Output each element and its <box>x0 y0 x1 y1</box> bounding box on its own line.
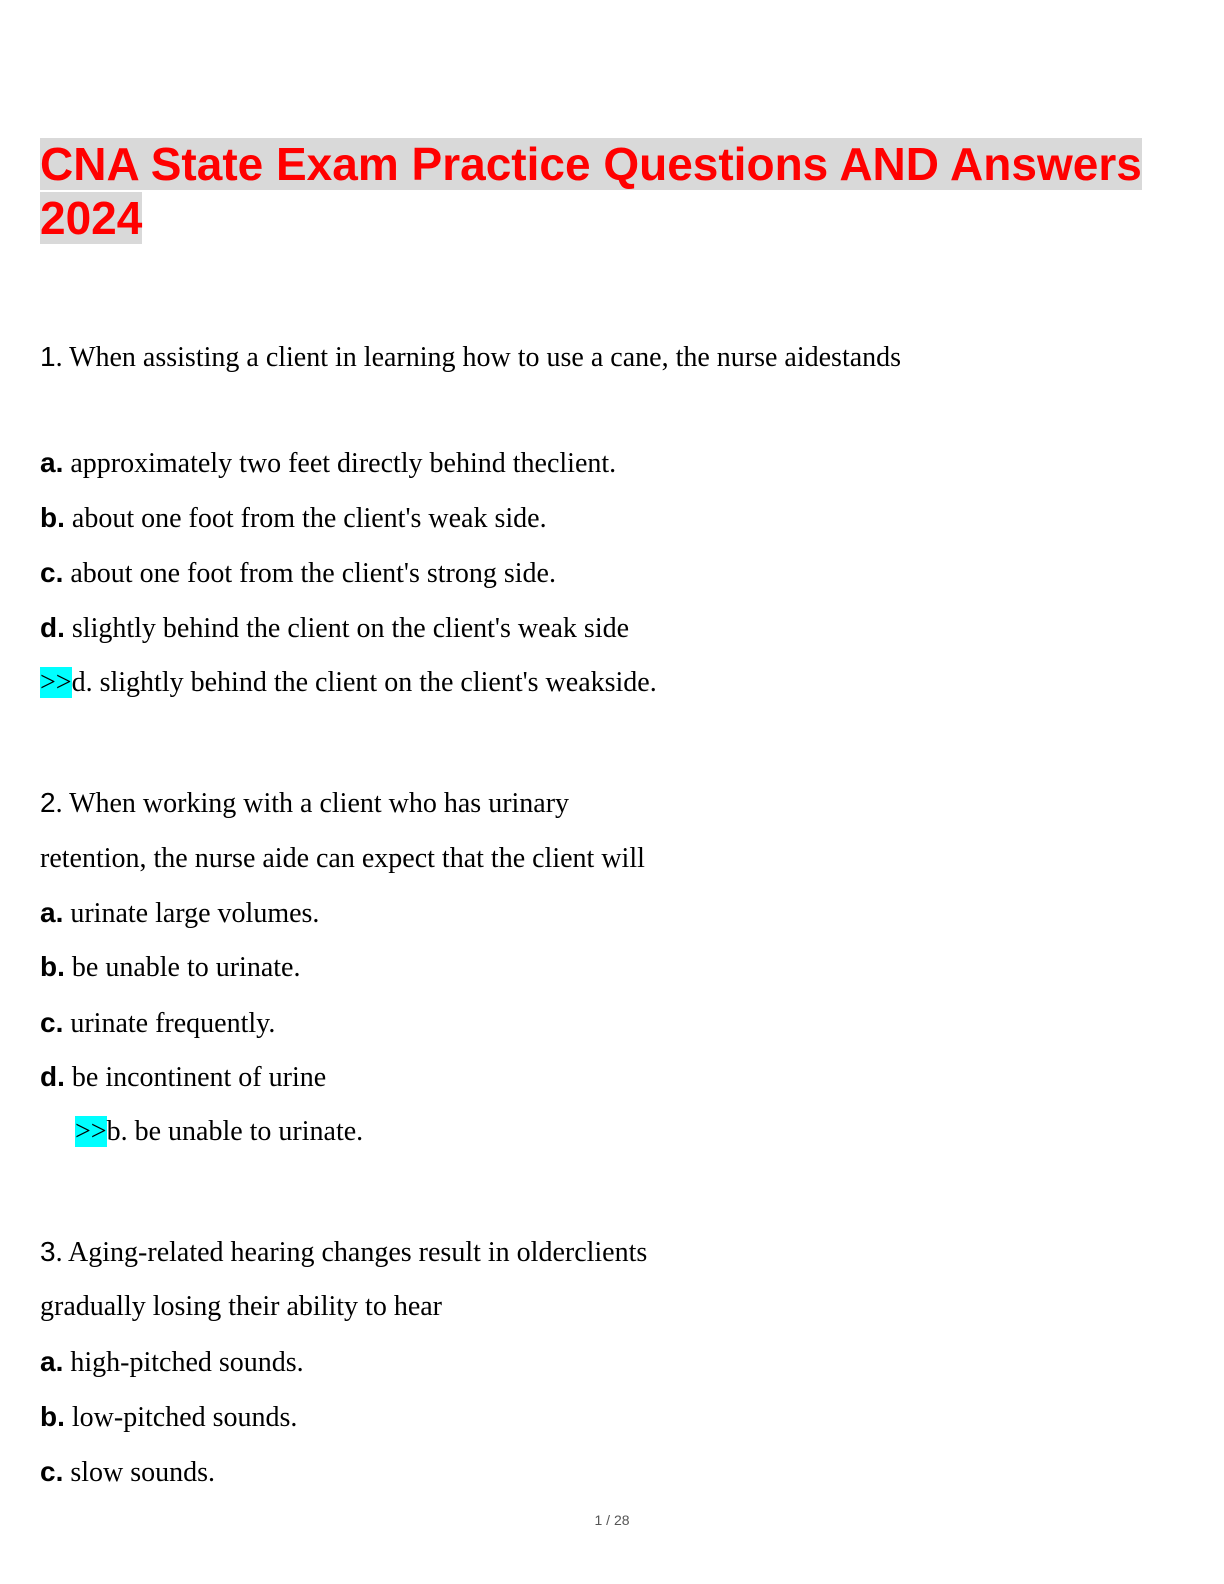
option-letter: b. <box>40 1401 65 1432</box>
question-number: 1 <box>40 341 56 372</box>
option-letter: a. <box>40 897 64 928</box>
question-3-option-a <box>40 1345 304 1380</box>
option-text: low-pitched sounds. <box>71 1402 298 1433</box>
option-text: about one foot from the client's weak side. <box>71 503 547 534</box>
answer-text: d. slightly behind the client on the client's weakside. <box>71 667 657 698</box>
option-letter: d. <box>40 1061 65 1092</box>
option-letter: a. <box>40 447 64 478</box>
title-text: CNA State Exam Practice Questions AND Answers 2024 <box>40 138 1142 244</box>
option-text: high-pitched sounds. <box>70 1347 304 1378</box>
question-1-answer <box>40 666 657 700</box>
page-indicator: 1 / 28 <box>594 1512 630 1528</box>
question-2-option-a <box>40 896 319 931</box>
question-1-option-a <box>40 446 616 481</box>
question-number: 3 <box>40 1236 56 1267</box>
question-3-stem-cont <box>40 1290 442 1324</box>
question-text: When working with a client who has urinary <box>69 788 570 819</box>
option-text: urinate frequently. <box>70 1008 276 1039</box>
question-2-option-d <box>40 1060 326 1095</box>
question-3-option-b <box>40 1400 297 1435</box>
answer-text: b. be unable to urinate. <box>106 1116 364 1147</box>
option-text: about one foot from the client's strong side. <box>70 558 556 589</box>
question-2-stem-cont <box>40 842 645 876</box>
question-1-option-c <box>40 556 556 591</box>
option-text: be incontinent of urine <box>71 1062 327 1093</box>
option-text: slow sounds. <box>70 1457 216 1488</box>
answer-marker: >> <box>40 667 72 698</box>
option-text: urinate large volumes. <box>70 898 320 929</box>
question-1-stem: 1. When assisting a client in learning how to use a cane, the nurse aidestands <box>40 341 902 373</box>
answer-marker: >> <box>75 1116 107 1147</box>
option-letter: c. <box>40 1007 64 1038</box>
question-text: retention, the nurse aide can expect that the client will <box>40 843 645 874</box>
question-2-option-c <box>40 1006 275 1041</box>
question-1-option-b <box>40 501 547 536</box>
option-letter: b. <box>40 951 65 982</box>
page-title <box>40 137 1190 245</box>
question-text: Aging-related hearing changes result in olderclients <box>68 1237 648 1268</box>
question-2-answer <box>75 1115 363 1149</box>
option-letter: c. <box>40 557 64 588</box>
question-text: When assisting a client in learning how to use a cane, the nurse aidestands <box>69 342 902 373</box>
question-1-option-d <box>40 611 629 646</box>
option-letter: b. <box>40 502 65 533</box>
question-3-stem: 3. Aging-related hearing changes result in olderclients <box>40 1236 648 1268</box>
option-letter: a. <box>40 1346 64 1377</box>
question-number: 2 <box>40 787 56 818</box>
option-letter: c. <box>40 1456 64 1487</box>
question-2-option-b <box>40 950 300 985</box>
option-text: approximately two feet directly behind theclient. <box>70 448 617 479</box>
question-2-stem: 2. When working with a client who has urinary <box>40 787 570 819</box>
option-letter: d. <box>40 612 65 643</box>
question-3-option-c <box>40 1455 215 1490</box>
option-text: slightly behind the client on the client's weak side <box>71 613 630 644</box>
question-text: gradually losing their ability to hear <box>40 1291 443 1322</box>
option-text: be unable to urinate. <box>71 952 301 983</box>
